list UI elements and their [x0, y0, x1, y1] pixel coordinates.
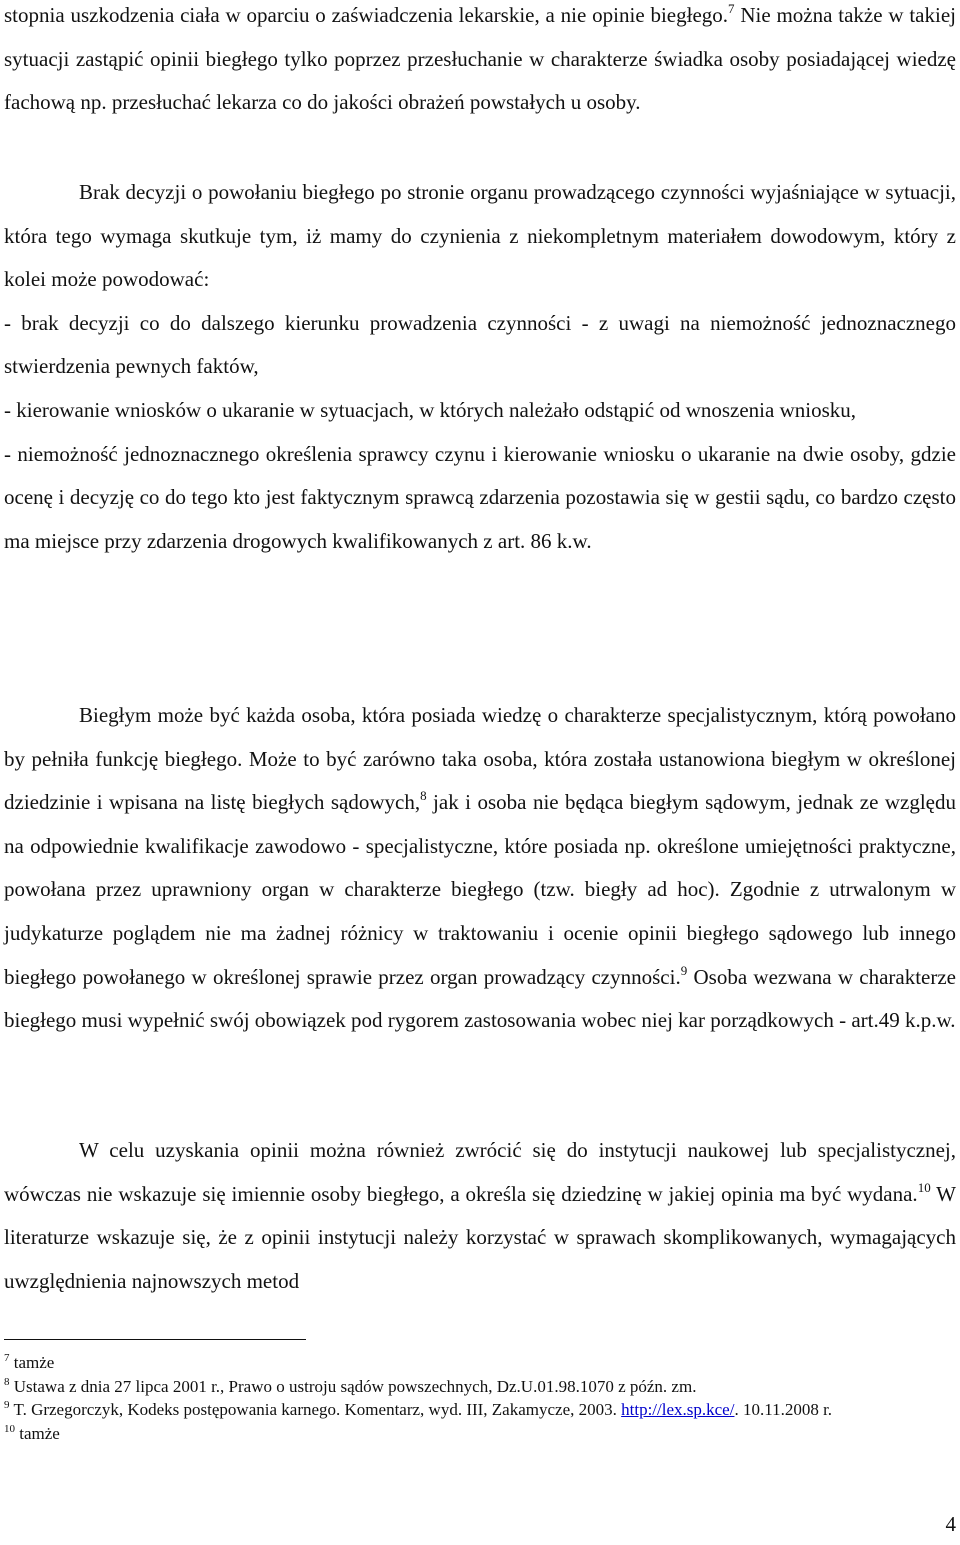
paragraph-text: stopnia uszkodzenia ciała w oparciu o zaświadczenia lekarskie, a nie opinie biegłego.	[4, 3, 729, 27]
paragraph-text: Biegłym może być każda osoba, która posiada wiedzę o charakterze specjalistycznym, którą powołano by pełniła funkcję biegłego. Może to być zarówno taka osoba, która została ustanowiona biegłym w określonej dziedzinie i wpisana na listę biegłych sądowych,	[4, 703, 956, 815]
bullet-item: - niemożność jednoznacznego określenia sprawcy czynu i kierowanie wniosku o ukaranie na dwie osoby, gdzie ocenę i decyzję co do tego kto jest faktycznym sprawcą zdarzenia pozostawia się w gestii sądu, co bardzo często ma miejsce przy zdarzenia drogowych kwalifikowanych z art. 86 k.w.	[4, 441, 956, 553]
paragraph-text: W literaturze wskazuje się, że z opinii instytucji należy korzystać w sprawach skomplikowanych, wymagających uwzględnienia najnowszych metod	[4, 1181, 956, 1293]
footnote-ref-7[interactable]: 7	[728, 1, 735, 16]
footnote-number: 8	[4, 1375, 10, 1388]
bullet-item: - brak decyzji co do dalszego kierunku prowadzenia czynności - z uwagi na niemożność jednoznacznego stwierdzenia pewnych faktów,	[4, 310, 956, 379]
paragraph-text: Nie można także w takiej sytuacji zastąpić opinii biegłego tylko poprzez przesłuchanie w charakterze świadka osoby posiadającej wiedzę fachową np. przesłuchać lekarza co do jakości obrażeń powstałych u osoby.	[4, 3, 956, 115]
footnote-7	[4, 1351, 956, 1375]
paragraph-text: jak i osoba nie będąca biegłym sądowym, jednak ze względu na odpowiednie kwalifikacje zawodowo - specjalistyczne, które posiada np. określone umiejętności praktyczne, powołana przez uprawniony organ w charakterze biegłego (tzw. biegły ad hoc). Zgodnie z utrwalonym w judykaturze poglądem nie ma żadnej różnicy w traktowaniu i ocenie opinii biegłego sądowego lub innego biegłego powołanego w określonej sprawie przez organ prowadzący czynności.	[4, 790, 956, 989]
bullet-item: - kierowanie wniosków o ukaranie w sytuacjach, w których należało odstąpić od wnoszenia wniosku,	[4, 397, 857, 422]
paragraph-missing-expert: Brak decyzji o powołaniu biegłego po stronie organu prowadzącego czynności wyjaśniające w sytuacji, która tego wymaga skutkuje tym, iż mamy do czynienia z niekompletnym materiałem dowodowym, który z kolei może powodować:	[4, 180, 956, 292]
paragraph-text: Osoba wezwana w charakterze biegłego musi wypełnić swój obowiązek pod rygorem zastosowania wobec niej kar porządkowych - art.49 k.p.w.	[4, 964, 957, 1033]
page-number: 4	[945, 1512, 956, 1536]
footnote-ref-10[interactable]: 10	[917, 1179, 931, 1195]
paragraph-institution-opinion	[4, 1129, 956, 1303]
footnote-text: T. Grzegorczyk, Kodeks postępowania karnego. Komentarz, wyd. III, Zakamycze, 2003.	[13, 1400, 622, 1419]
footnote-10	[4, 1422, 956, 1446]
footnote-text: tamże	[13, 1353, 55, 1372]
footnote-text: . 10.11.2008 r.	[734, 1400, 833, 1419]
paragraph-who-can-be-expert	[4, 694, 956, 1043]
footnote-link[interactable]: http://lex.sp.kce/	[621, 1400, 735, 1419]
footnote-number: 10	[4, 1422, 15, 1435]
footnote-separator	[4, 1339, 306, 1340]
footnotes	[4, 1351, 956, 1445]
footnote-text: Ustawa z dnia 27 lipca 2001 r., Prawo o ustroju sądów powszechnych, Dz.U.01.98.1070 z późn. zm.	[13, 1376, 697, 1396]
footnote-number: 9	[4, 1399, 10, 1411]
footnote-text: tamże	[19, 1423, 60, 1443]
section-missing-expert-decision	[4, 171, 956, 563]
paragraph-opinion-substitution	[4, 0, 956, 125]
footnote-8	[4, 1375, 956, 1399]
footnote-ref-8[interactable]: 8	[420, 788, 427, 804]
paragraph-text: W celu uzyskania opinii można również zwrócić się do instytucji naukowej lub specjalistycznej, wówczas nie wskazuje się imiennie osoby biegłego, a określa się dziedzinę w jakiej opinia ma być wydana.	[4, 1138, 956, 1206]
footnote-ref-9[interactable]: 9	[680, 962, 688, 978]
footnote-number: 7	[4, 1352, 10, 1364]
footnote-9	[4, 1398, 956, 1422]
